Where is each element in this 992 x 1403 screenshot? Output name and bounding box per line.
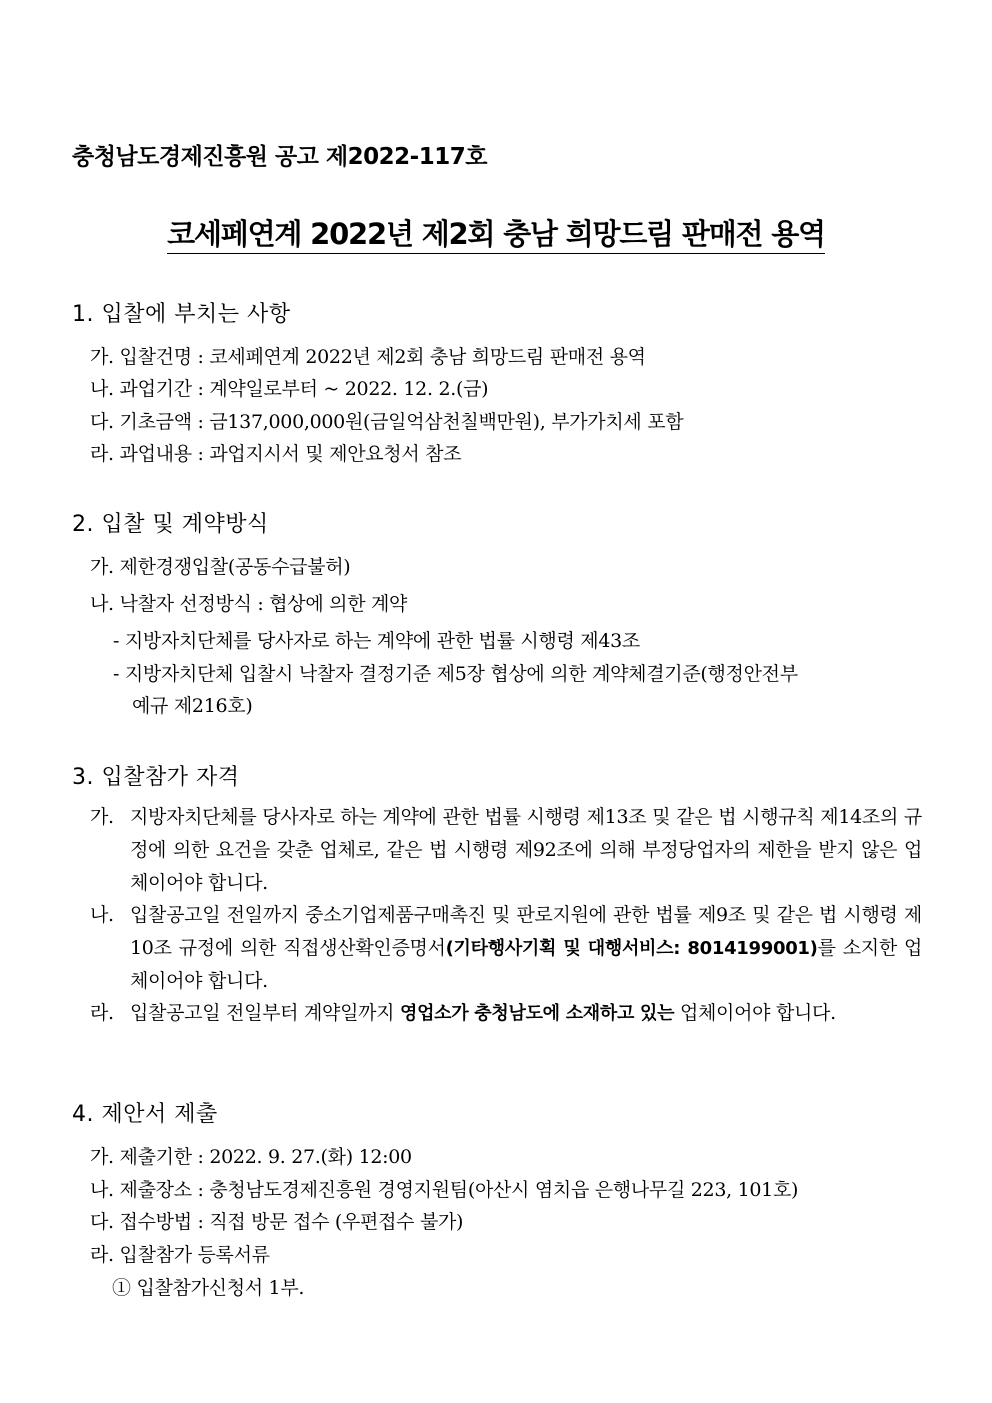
- s3-item-c-text2: 업체이어야 합니다.: [674, 1002, 836, 1024]
- s2-item-b: 나. 낙찰자 선정방식 : 협상에 의한 계약: [90, 593, 408, 615]
- s2-detail-1: - 지방자치단체를 당사자로 하는 계약에 관한 법률 시행령 제43조: [113, 630, 640, 652]
- s4-item-method: 다. 접수방법 : 직접 방문 접수 (우편접수 불가): [90, 1211, 464, 1233]
- s3-item-a-label: 가.: [90, 806, 114, 828]
- section-3-heading: 3. 입찰참가 자격: [72, 765, 240, 790]
- s1-item-project-name: 가. 입찰건명 : 코세페연계 2022년 제2회 충남 희망드림 판매전 용역: [90, 346, 646, 368]
- s2-detail-2-line1: - 지방자치단체 입찰시 낙찰자 결정기준 제5장 협상에 의한 계약체결기준(행정안전부: [113, 663, 798, 685]
- document-title: 코세페연계 2022년 제2회 충남 희망드림 판매전 용역: [167, 217, 825, 254]
- s3-item-b-bold: (기타행사기획 및 대행서비스: 8014199001): [445, 938, 818, 959]
- s3-item-b-text1: 입찰공고일 전일까지 중소기업제품구매촉진 및 판로지원에 관한 법률 제9조 및 같은 법 시행령 제10조 규정에 의한 직접생산확인증명서: [130, 904, 922, 959]
- s3-item-c-bold: 영업소가 충청남도에 소재하고 있는: [399, 1003, 675, 1024]
- s1-item-content: 라. 과업내용 : 과업지시서 및 제안요청서 참조: [90, 443, 462, 465]
- s3-item-c-body: [130, 997, 922, 1030]
- s4-item-location: 나. 제출장소 : 충청남도경제진흥원 경영지원팀(아산시 염치읍 은행나무길 223, 101호): [90, 1179, 799, 1201]
- section-4-heading: 4. 제안서 제출: [72, 1102, 218, 1127]
- section-1-heading: 1. 입찰에 부치는 사항: [72, 302, 291, 327]
- s3-item-c: [90, 997, 922, 1030]
- s3-item-a-text: 지방자치단체를 당사자로 하는 계약에 관한 법률 시행령 제13조 및 같은 법 시행규칙 제14조의 규정에 의한 요건을 갖춘 업체로, 같은 법 시행령 제92조에 의해 부정당업자의 제한을 받지 않은 업체이어야 합니다.: [130, 806, 922, 894]
- s4-item-deadline: 가. 제출기한 : 2022. 9. 27.(화) 12:00: [90, 1146, 412, 1168]
- s3-item-b-label: 나.: [90, 904, 114, 926]
- s3-item-c-text1: 입찰공고일 전일부터 계약일까지: [130, 1002, 400, 1024]
- s2-detail-2-line2: 예규 제216호): [132, 695, 253, 717]
- notice-number: 충청남도경제진흥원 공고 제2022-117호: [72, 144, 487, 170]
- s4-item-documents: 라. 입찰참가 등록서류: [90, 1244, 270, 1266]
- document-title-wrap: [0, 212, 992, 253]
- s4-sub-item-1: ① 입찰참가신청서 1부.: [112, 1277, 305, 1299]
- s1-item-base-amount: 다. 기초금액 : 금137,000,000원(금일억삼천칠백만원), 부가가치세 포함: [90, 411, 684, 433]
- s3-item-b-body: [130, 899, 922, 998]
- s3-item-a: [90, 801, 922, 900]
- s3-item-b: [90, 899, 922, 998]
- s3-item-c-label: 라.: [90, 1002, 114, 1024]
- s3-item-b-text2: 를 소지한 업체이어야 합니다.: [130, 937, 923, 992]
- s2-item-a: 가. 제한경쟁입찰(공동수급불허): [90, 556, 351, 578]
- section-2-heading: 2. 입찰 및 계약방식: [72, 512, 269, 537]
- s1-item-period: 나. 과업기간 : 계약일로부터 ~ 2022. 12. 2.(금): [90, 378, 489, 400]
